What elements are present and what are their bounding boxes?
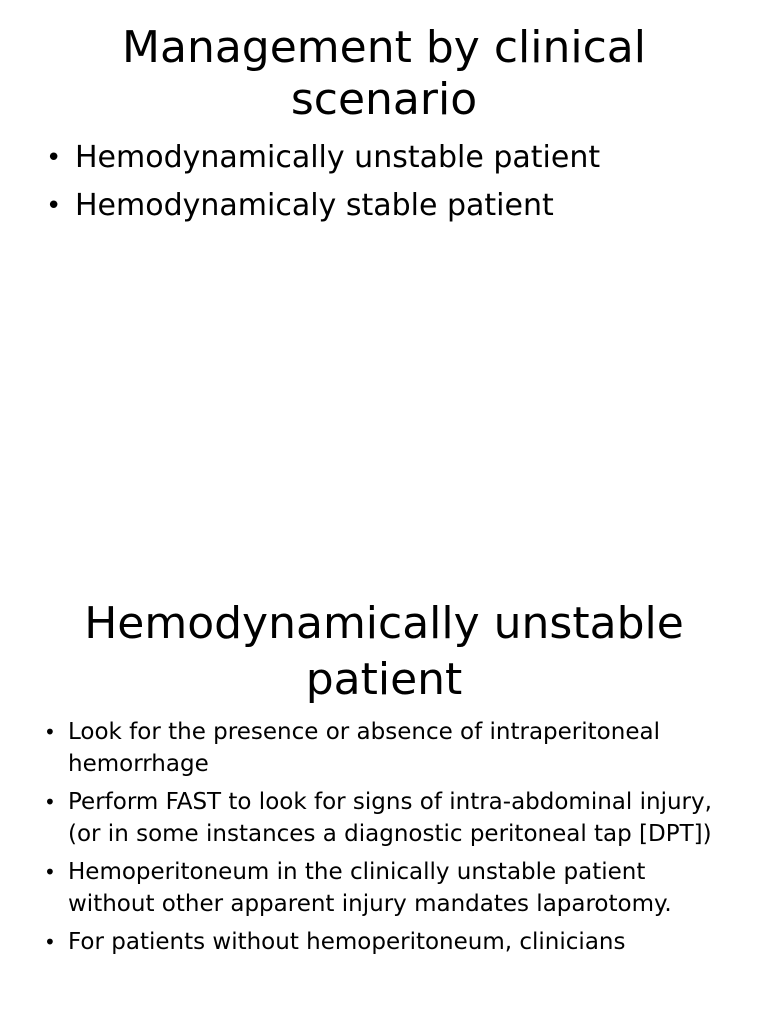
slide-title: Management by clinical scenario xyxy=(122,22,646,125)
bullet-item xyxy=(46,188,746,224)
bullet-text: Hemodynamically unstable patient xyxy=(75,140,601,175)
bullet-text: Look for the presence or absence of intraperitoneal hemorrhage xyxy=(68,719,660,777)
bullet-list xyxy=(46,140,746,236)
slide-title: Hemodynamically unstable patient xyxy=(84,598,684,705)
bullet-dot-icon: • xyxy=(44,720,56,744)
bullet-item xyxy=(44,716,734,780)
bullet-text: Hemoperitoneum in the clinically unstable patient without other apparent injury mandates laparotomy. xyxy=(68,859,672,917)
bullet-item xyxy=(44,856,734,920)
bullet-text: Hemodynamicaly stable patient xyxy=(75,188,554,223)
bullet-dot-icon: • xyxy=(44,930,56,954)
bullet-item xyxy=(44,786,734,850)
bullet-item xyxy=(44,926,734,958)
bullet-dot-icon: • xyxy=(46,191,62,221)
bullet-text: Perform FAST to look for signs of intra-abdominal injury, (or in some instances a diagnostic peritoneal tap [DPT]) xyxy=(68,789,712,847)
bullet-dot-icon: • xyxy=(46,143,62,173)
bullet-item xyxy=(46,140,746,176)
bullet-dot-icon: • xyxy=(44,790,56,814)
slide-hemodynamically-unstable-patient xyxy=(0,576,768,1024)
bullet-list xyxy=(44,716,734,964)
bullet-dot-icon: • xyxy=(44,860,56,884)
bullet-text: For patients without hemoperitoneum, clinicians xyxy=(68,929,626,955)
